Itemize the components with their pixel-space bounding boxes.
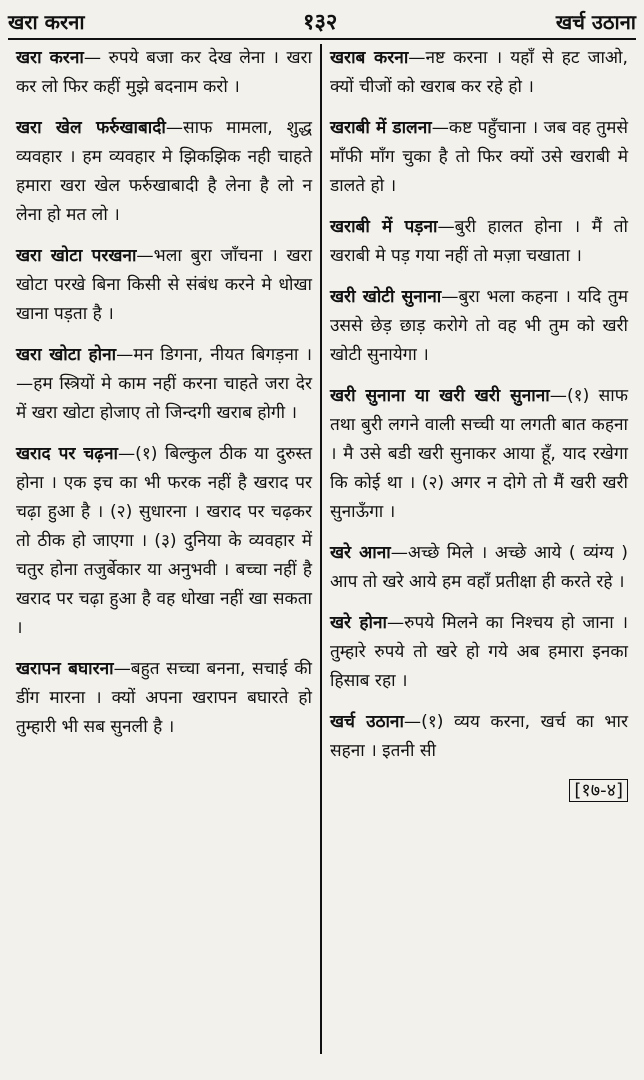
header-left-word: खरा करना [8,10,85,34]
entry [330,213,628,271]
definition: —मन डिगना, नीयत बिगड़ना ।—हम स्त्रियों मे काम नहीं करना चाहते जरा देर में खरा खोटा होजाए तो जिन्दगी खराब होगी । [16,345,312,423]
entry [330,382,628,527]
entry [16,341,312,428]
definition: —(१) बिल्कुल ठीक या दुरुस्त होना । एक इच का भी फरक नहीं है खराद पर चढ़ा हुआ है । (२) सुधारना । खराद पर चढ़कर तो ठीक हो जाएगा । (३) दुनिया के व्यवहार में चतुर होना तजुर्बेकार या अनुभवी । बच्चा नहीं है खराद पर चढ़ा हुआ है वह धोखा नहीं खा सकता । [16,444,312,638]
entry [330,283,628,370]
definition: —बुरी हालत होना । मैं तो खराबी मे पड़ गया नहीं तो मज़ा चखाता । [330,217,628,266]
page-header [8,6,636,36]
definition: — रुपये बजा कर देख लेना । खरा कर लो फिर कहीं मुझे बदनाम करो । [16,48,313,97]
headword: खरे होना [330,613,387,633]
printer-signature [330,778,628,802]
entry [16,440,312,643]
headword: खरा करना [16,48,84,68]
headword: खरे आना [330,543,391,563]
entry [16,44,312,102]
text-columns [8,44,636,1054]
headword: खरा खोटा परखना [16,246,137,266]
definition: —कष्ट पहुँचाना । जब वह तुमसे माँफी माँग चुका है तो फिर क्यों उसे खराबी मे डालते हो । [330,118,628,196]
definition: —(१) व्यय करना, खर्च का भार सहना । इतनी सी [330,712,628,761]
entry [330,44,628,102]
signature-mark: [१७-४] [569,779,628,802]
definition: —नष्ट करना । यहाँ से हट जाओ, क्यों चीजों को खराब कर रहे हो । [330,48,628,97]
entry [330,609,628,696]
left-column [8,44,322,1054]
definition: —साफ मामला, शुद्ध व्यवहार । हम व्यवहार मे झिकझिक नही चाहते हमारा खरा खेल फर्रुखाबादी है लेना है लो न लेना हो मत लो । [16,118,313,225]
headword: खरा खेल फर्रुखाबादी [16,118,166,138]
entry [330,539,628,597]
definition: —अच्छे मिले । अच्छे आये ( व्यंग्य ) आप तो खरे आये हम वहाँ प्रतीक्षा ही करते रहे । [330,543,628,592]
right-column [322,44,636,1054]
headword: खरा खोटा होना [16,345,117,365]
headword: खरी सुनाना या खरी खरी सुनाना [330,386,550,406]
entry [330,708,628,766]
definition: —(१) साफ तथा बुरी लगने वाली सच्ची या लगती बात कहना । मै उसे बडी खरी सुनाकर आया हूँ, याद रखेगा कि कोई था । (२) अगर न दोगे तो मैं खरी खरी सुनाऊँगा । [330,386,628,522]
headword: खरी खोटी सुनाना [330,287,442,307]
entry [330,114,628,201]
header-rule [8,38,636,40]
definition: —बुरा भला कहना । यदि तुम उससे छेड़ छाड़ करोगे तो वह भी तुम को खरी खोटी सुनायेगा । [330,287,629,365]
headword: खराब करना [330,48,409,68]
header-right-word: खर्च उठाना [555,10,636,34]
definition: —रुपये मिलने का निश्चय हो जाना । तुम्हारे रुपये तो खरे हो गये अब हमारा इनका हिसाब रहा । [330,613,628,691]
headword: खरापन बघारना [16,659,114,679]
headword: खर्च उठाना [330,712,404,732]
headword: खराबी में डालना [330,118,432,138]
definition: —बहुत सच्चा बनना, सचाई की डींग मारना । क्यों अपना खरापन बघारते हो तुम्हारी भी सब सुनली है । [16,659,312,737]
entry [16,242,312,329]
headword: खराबी में पड़ना [330,217,438,237]
headword: खराद पर चढ़ना [16,444,118,464]
entry [16,655,312,742]
page-number: १३२ [303,10,338,35]
entry [16,114,312,230]
definition: —भला बुरा जाँचना । खरा खोटा परखे बिना किसी से संबंध करने मे धोखा खाना पड़ता है । [16,246,312,324]
